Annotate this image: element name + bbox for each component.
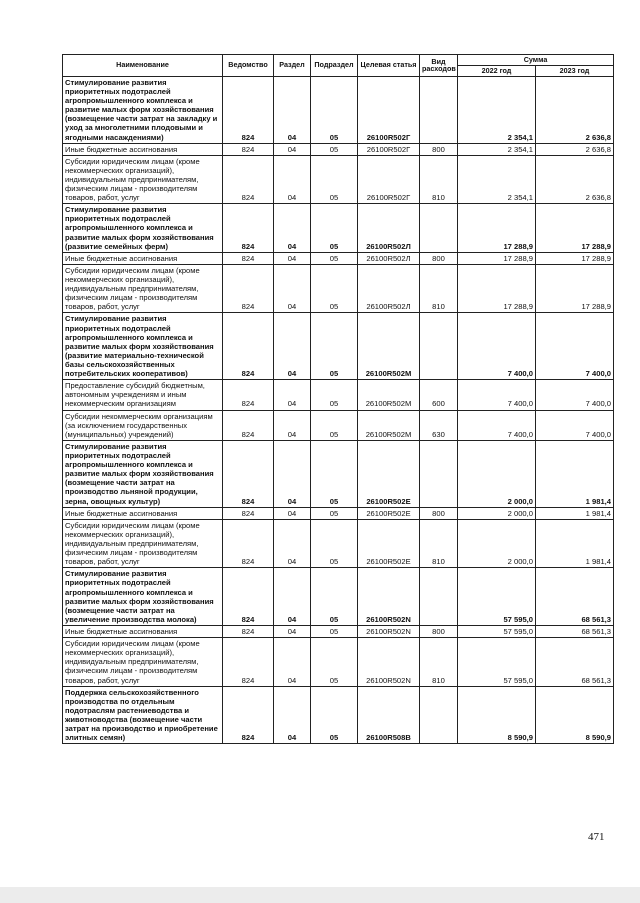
cell-name: Субсидии некоммерческим организациям (за исключением государственных (муниципальных) учреждений) (63, 410, 223, 440)
table-row (63, 519, 614, 568)
cell-subsection: 05 (311, 568, 358, 626)
cell-section: 04 (274, 143, 311, 155)
cell-subsection: 05 (311, 380, 358, 410)
cell-amount-2022: 8 590,9 (458, 686, 536, 744)
cell-section: 04 (274, 638, 311, 687)
cell-target-article: 26100R502N (358, 625, 420, 637)
cell-department: 824 (223, 519, 274, 568)
cell-amount-2023: 2 636,8 (536, 143, 614, 155)
cell-target-article: 26100R502М (358, 313, 420, 380)
cell-expense-type (420, 440, 458, 507)
cell-department: 824 (223, 686, 274, 744)
cell-name: Стимулирование развития приоритетных подотраслей агропромышленного комплекса и развитие малых форм хозяйствования (возмещение части затрат на закладку и уход за многолетними плодовыми и ягодными насаждениями) (63, 76, 223, 143)
header-year-2023: 2023 год (536, 65, 614, 76)
cell-name: Иные бюджетные ассигнования (63, 252, 223, 264)
cell-expense-type: 800 (420, 507, 458, 519)
cell-section: 04 (274, 264, 311, 313)
table-row (63, 76, 614, 143)
cell-name: Иные бюджетные ассигнования (63, 507, 223, 519)
cell-subsection: 05 (311, 252, 358, 264)
cell-department: 824 (223, 155, 274, 204)
table-row (63, 638, 614, 687)
cell-expense-type (420, 76, 458, 143)
table-row (63, 440, 614, 507)
cell-department: 824 (223, 264, 274, 313)
cell-target-article: 26100R502Е (358, 507, 420, 519)
cell-amount-2023: 68 561,3 (536, 568, 614, 626)
cell-target-article: 26100R502Л (358, 252, 420, 264)
cell-amount-2023: 17 288,9 (536, 264, 614, 313)
table-row (63, 313, 614, 380)
cell-section: 04 (274, 568, 311, 626)
cell-section: 04 (274, 686, 311, 744)
cell-amount-2023: 7 400,0 (536, 410, 614, 440)
cell-department: 824 (223, 440, 274, 507)
cell-name: Предоставление субсидий бюджетным, автономным учреждениям и иным некоммерческим организациям (63, 380, 223, 410)
cell-subsection: 05 (311, 264, 358, 313)
cell-subsection: 05 (311, 313, 358, 380)
cell-amount-2022: 57 595,0 (458, 568, 536, 626)
cell-section: 04 (274, 507, 311, 519)
table-row (63, 686, 614, 744)
cell-department: 824 (223, 143, 274, 155)
cell-subsection: 05 (311, 143, 358, 155)
cell-subsection: 05 (311, 686, 358, 744)
cell-expense-type: 800 (420, 252, 458, 264)
cell-department: 824 (223, 380, 274, 410)
table-header (63, 55, 614, 77)
cell-expense-type (420, 686, 458, 744)
cell-subsection: 05 (311, 625, 358, 637)
table-row (63, 507, 614, 519)
cell-name: Субсидии юридическим лицам (кроме некоммерческих организаций), индивидуальным предпринимателям, физическим лицам - производителям товаров, работ, услуг (63, 519, 223, 568)
cell-amount-2022: 17 288,9 (458, 252, 536, 264)
cell-subsection: 05 (311, 76, 358, 143)
cell-target-article: 26100R502Л (358, 204, 420, 253)
cell-department: 824 (223, 204, 274, 253)
cell-target-article: 26100R502Г (358, 76, 420, 143)
cell-amount-2023: 7 400,0 (536, 313, 614, 380)
cell-expense-type: 630 (420, 410, 458, 440)
cell-amount-2022: 2 354,1 (458, 143, 536, 155)
cell-subsection: 05 (311, 410, 358, 440)
cell-expense-type: 800 (420, 143, 458, 155)
scan-bottom-band (0, 887, 640, 903)
cell-target-article: 26100R502М (358, 380, 420, 410)
cell-amount-2023: 68 561,3 (536, 638, 614, 687)
cell-amount-2022: 2 354,1 (458, 76, 536, 143)
cell-amount-2023: 7 400,0 (536, 380, 614, 410)
cell-name: Стимулирование развития приоритетных подотраслей агропромышленного комплекса и развитие малых форм хозяйствования (развитие семейных ферм) (63, 204, 223, 253)
cell-expense-type (420, 313, 458, 380)
cell-section: 04 (274, 76, 311, 143)
table-row (63, 625, 614, 637)
table-row (63, 155, 614, 204)
header-section: Раздел (274, 55, 311, 77)
cell-department: 824 (223, 252, 274, 264)
cell-department: 824 (223, 76, 274, 143)
table-row (63, 264, 614, 313)
cell-department: 824 (223, 313, 274, 380)
cell-section: 04 (274, 155, 311, 204)
page-number: 471 (588, 831, 605, 843)
cell-name: Стимулирование развития приоритетных подотраслей агропромышленного комплекса и развитие малых форм хозяйствования (возмещение части затрат на производство льняной продукции, зерна, овощных культур) (63, 440, 223, 507)
cell-expense-type (420, 204, 458, 253)
cell-amount-2022: 2 000,0 (458, 507, 536, 519)
table-body (63, 76, 614, 743)
cell-name: Субсидии юридическим лицам (кроме некоммерческих организаций), индивидуальным предпринимателям, физическим лицам - производителям товаров, работ, услуг (63, 155, 223, 204)
cell-name: Иные бюджетные ассигнования (63, 143, 223, 155)
cell-section: 04 (274, 440, 311, 507)
cell-target-article: 26100R502Л (358, 264, 420, 313)
header-expense-type: Вид расходов (420, 55, 458, 77)
cell-name: Стимулирование развития приоритетных подотраслей агропромышленного комплекса и развитие малых форм хозяйствования (развитие материально-технической базы сельскохозяйственных потребительских кооперативов) (63, 313, 223, 380)
header-name: Наименование (63, 55, 223, 77)
cell-subsection: 05 (311, 519, 358, 568)
cell-name: Иные бюджетные ассигнования (63, 625, 223, 637)
cell-subsection: 05 (311, 440, 358, 507)
table-row (63, 143, 614, 155)
cell-amount-2023: 2 636,8 (536, 155, 614, 204)
cell-amount-2022: 7 400,0 (458, 410, 536, 440)
cell-target-article: 26100R502Е (358, 440, 420, 507)
cell-amount-2023: 17 288,9 (536, 252, 614, 264)
cell-amount-2023: 1 981,4 (536, 519, 614, 568)
cell-department: 824 (223, 410, 274, 440)
cell-target-article: 26100R502Е (358, 519, 420, 568)
cell-name: Субсидии юридическим лицам (кроме некоммерческих организаций), индивидуальным предпринимателям, физическим лицам - производителям товаров, работ, услуг (63, 264, 223, 313)
header-target-article: Целевая статья (358, 55, 420, 77)
cell-amount-2022: 2 354,1 (458, 155, 536, 204)
cell-target-article: 26100R502N (358, 638, 420, 687)
cell-amount-2023: 8 590,9 (536, 686, 614, 744)
cell-expense-type: 810 (420, 264, 458, 313)
cell-amount-2022: 17 288,9 (458, 204, 536, 253)
cell-amount-2023: 1 981,4 (536, 440, 614, 507)
cell-amount-2022: 7 400,0 (458, 313, 536, 380)
table-row (63, 380, 614, 410)
cell-expense-type (420, 568, 458, 626)
cell-expense-type: 800 (420, 625, 458, 637)
cell-department: 824 (223, 625, 274, 637)
table-row (63, 410, 614, 440)
cell-section: 04 (274, 410, 311, 440)
header-amount: Сумма (458, 55, 614, 66)
header-year-2022: 2022 год (458, 65, 536, 76)
cell-subsection: 05 (311, 155, 358, 204)
cell-target-article: 26100R502Г (358, 155, 420, 204)
table-row (63, 568, 614, 626)
budget-table (62, 54, 614, 744)
cell-expense-type: 600 (420, 380, 458, 410)
cell-name: Поддержка сельскохозяйственного производства по отдельным подотраслям растениеводства и животноводства (возмещение части затрат на производство и приобретение элитных семян) (63, 686, 223, 744)
cell-amount-2022: 2 000,0 (458, 440, 536, 507)
cell-expense-type: 810 (420, 155, 458, 204)
header-department: Ведомство (223, 55, 274, 77)
cell-section: 04 (274, 204, 311, 253)
cell-target-article: 26100R508В (358, 686, 420, 744)
cell-section: 04 (274, 519, 311, 568)
cell-expense-type: 810 (420, 519, 458, 568)
cell-target-article: 26100R502Г (358, 143, 420, 155)
cell-amount-2023: 17 288,9 (536, 204, 614, 253)
cell-name: Стимулирование развития приоритетных подотраслей агропромышленного комплекса и развитие малых форм хозяйствования (возмещение части затрат на увеличение производства молока) (63, 568, 223, 626)
cell-amount-2022: 57 595,0 (458, 638, 536, 687)
cell-amount-2022: 7 400,0 (458, 380, 536, 410)
cell-department: 824 (223, 507, 274, 519)
header-subsection: Подраздел (311, 55, 358, 77)
cell-target-article: 26100R502М (358, 410, 420, 440)
cell-section: 04 (274, 380, 311, 410)
cell-target-article: 26100R502N (358, 568, 420, 626)
cell-amount-2023: 1 981,4 (536, 507, 614, 519)
table-row (63, 252, 614, 264)
cell-amount-2023: 2 636,8 (536, 76, 614, 143)
cell-amount-2022: 2 000,0 (458, 519, 536, 568)
cell-expense-type: 810 (420, 638, 458, 687)
cell-name: Субсидии юридическим лицам (кроме некоммерческих организаций), индивидуальным предпринимателям, физическим лицам - производителям товаров, работ, услуг (63, 638, 223, 687)
cell-subsection: 05 (311, 638, 358, 687)
cell-department: 824 (223, 638, 274, 687)
cell-section: 04 (274, 625, 311, 637)
cell-subsection: 05 (311, 204, 358, 253)
cell-amount-2023: 68 561,3 (536, 625, 614, 637)
cell-subsection: 05 (311, 507, 358, 519)
cell-amount-2022: 57 595,0 (458, 625, 536, 637)
cell-amount-2022: 17 288,9 (458, 264, 536, 313)
cell-section: 04 (274, 252, 311, 264)
cell-section: 04 (274, 313, 311, 380)
table-row (63, 204, 614, 253)
cell-department: 824 (223, 568, 274, 626)
